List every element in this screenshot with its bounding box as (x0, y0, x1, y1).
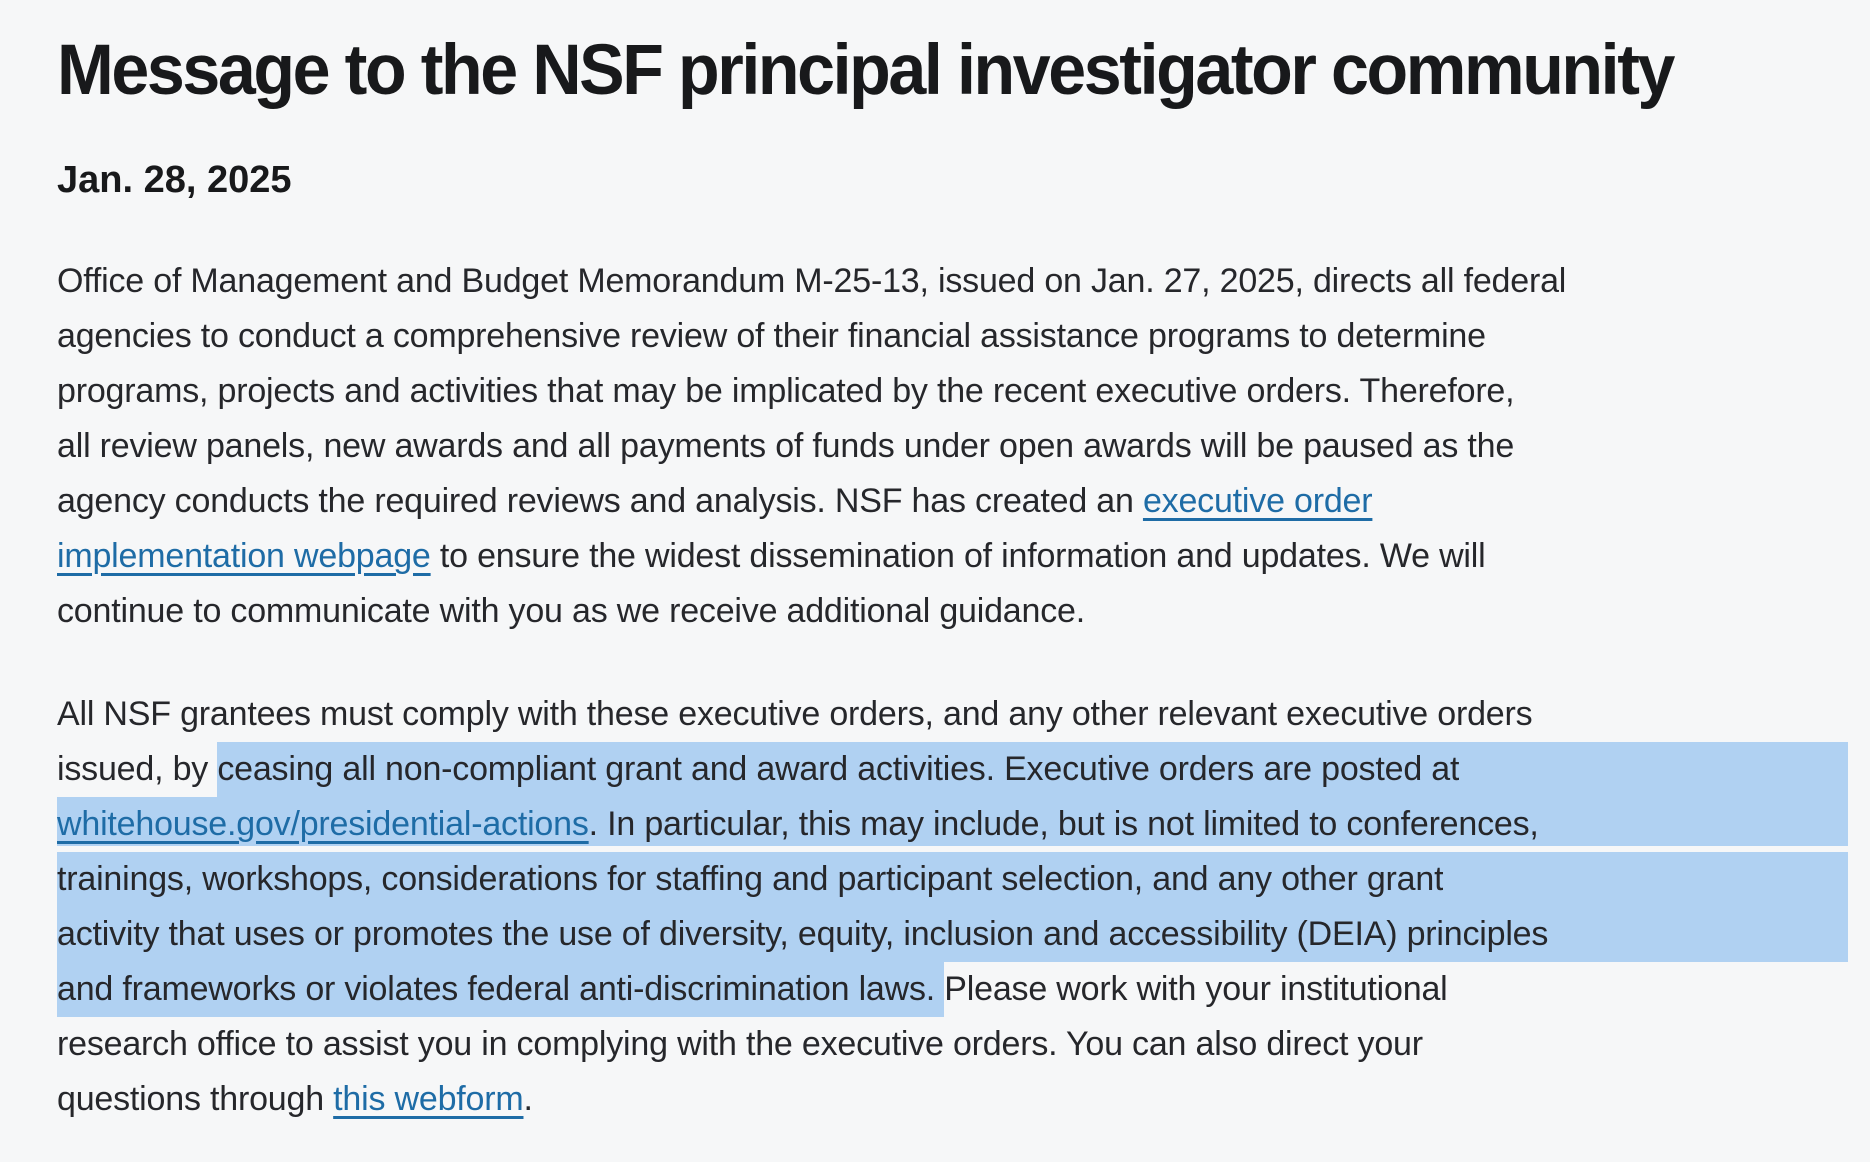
text-line (57, 364, 1848, 419)
highlighted-text: ceasing all non-compliant grant and award activities. Executive orders are posted at (217, 742, 1459, 797)
highlighted-text: trainings, workshops, considerations for staffing and participant selection, and any other grant (57, 852, 1443, 907)
text-segment: issued, by (57, 750, 218, 788)
paragraph-1 (57, 254, 1848, 639)
selection-fill (1539, 797, 1848, 852)
text-line (57, 797, 1848, 852)
text-line (57, 687, 1848, 742)
text-segment: All NSF grantees must comply with these executive orders, and any other relevant executive orders (57, 695, 1533, 733)
publication-date: Jan. 28, 2025 (57, 159, 292, 201)
paragraph-2 (57, 687, 1848, 1127)
highlighted-text: . In particular, this may include, but is not limited to conferences, (589, 797, 1539, 852)
page-title: Message to the NSF principal investigator community (57, 31, 1674, 110)
text-line (57, 852, 1848, 907)
text-segment: agencies to conduct a comprehensive review of their financial assistance programs to determine (57, 317, 1486, 355)
text-line (57, 309, 1848, 364)
selection-fill (1548, 907, 1848, 962)
selection-fill (1459, 742, 1848, 797)
text-line (57, 474, 1848, 529)
article-body (57, 254, 1848, 1127)
text-segment: programs, projects and activities that may be implicated by the recent executive orders. Therefore, (57, 372, 1515, 410)
text-segment: Please work with your institutional (944, 970, 1448, 1008)
text-segment: all review panels, new awards and all payments of funds under open awards will be paused as the (57, 427, 1515, 465)
text-line (57, 1072, 1848, 1127)
highlighted-text: activity that uses or promotes the use of diversity, equity, inclusion and accessibility (DEIA) principles (57, 907, 1548, 962)
text-segment: continue to communicate with you as we receive additional guidance. (57, 592, 1085, 630)
text-segment: to ensure the widest dissemination of information and updates. We will (430, 537, 1486, 575)
text-line (57, 962, 1848, 1017)
text-line (57, 1017, 1848, 1072)
text-segment: agency conducts the required reviews and analysis. NSF has created an (57, 482, 1143, 520)
selection-fill (1443, 852, 1848, 907)
whitehouse-presidential-actions-link[interactable]: whitehouse.gov/presidential-actions (57, 797, 589, 852)
text-segment: questions through (57, 1080, 334, 1118)
text-segment: research office to assist you in complying with the executive orders. You can also direct your (57, 1025, 1423, 1063)
text-line (57, 419, 1848, 474)
text-line (57, 529, 1848, 584)
text-segment: Office of Management and Budget Memorandum M-25-13, issued on Jan. 27, 2025, directs all federal (57, 262, 1567, 300)
executive-order-implementation-link[interactable]: implementation webpage (57, 537, 431, 575)
highlighted-text: and frameworks or violates federal anti-discrimination laws. (57, 962, 944, 1017)
text-line (57, 254, 1848, 309)
text-line (57, 907, 1848, 962)
executive-order-implementation-link[interactable]: executive order (1142, 482, 1373, 520)
text-line (57, 584, 1848, 639)
text-line (57, 742, 1848, 797)
webform-link[interactable]: this webform (333, 1080, 524, 1118)
text-segment: . (523, 1080, 533, 1118)
